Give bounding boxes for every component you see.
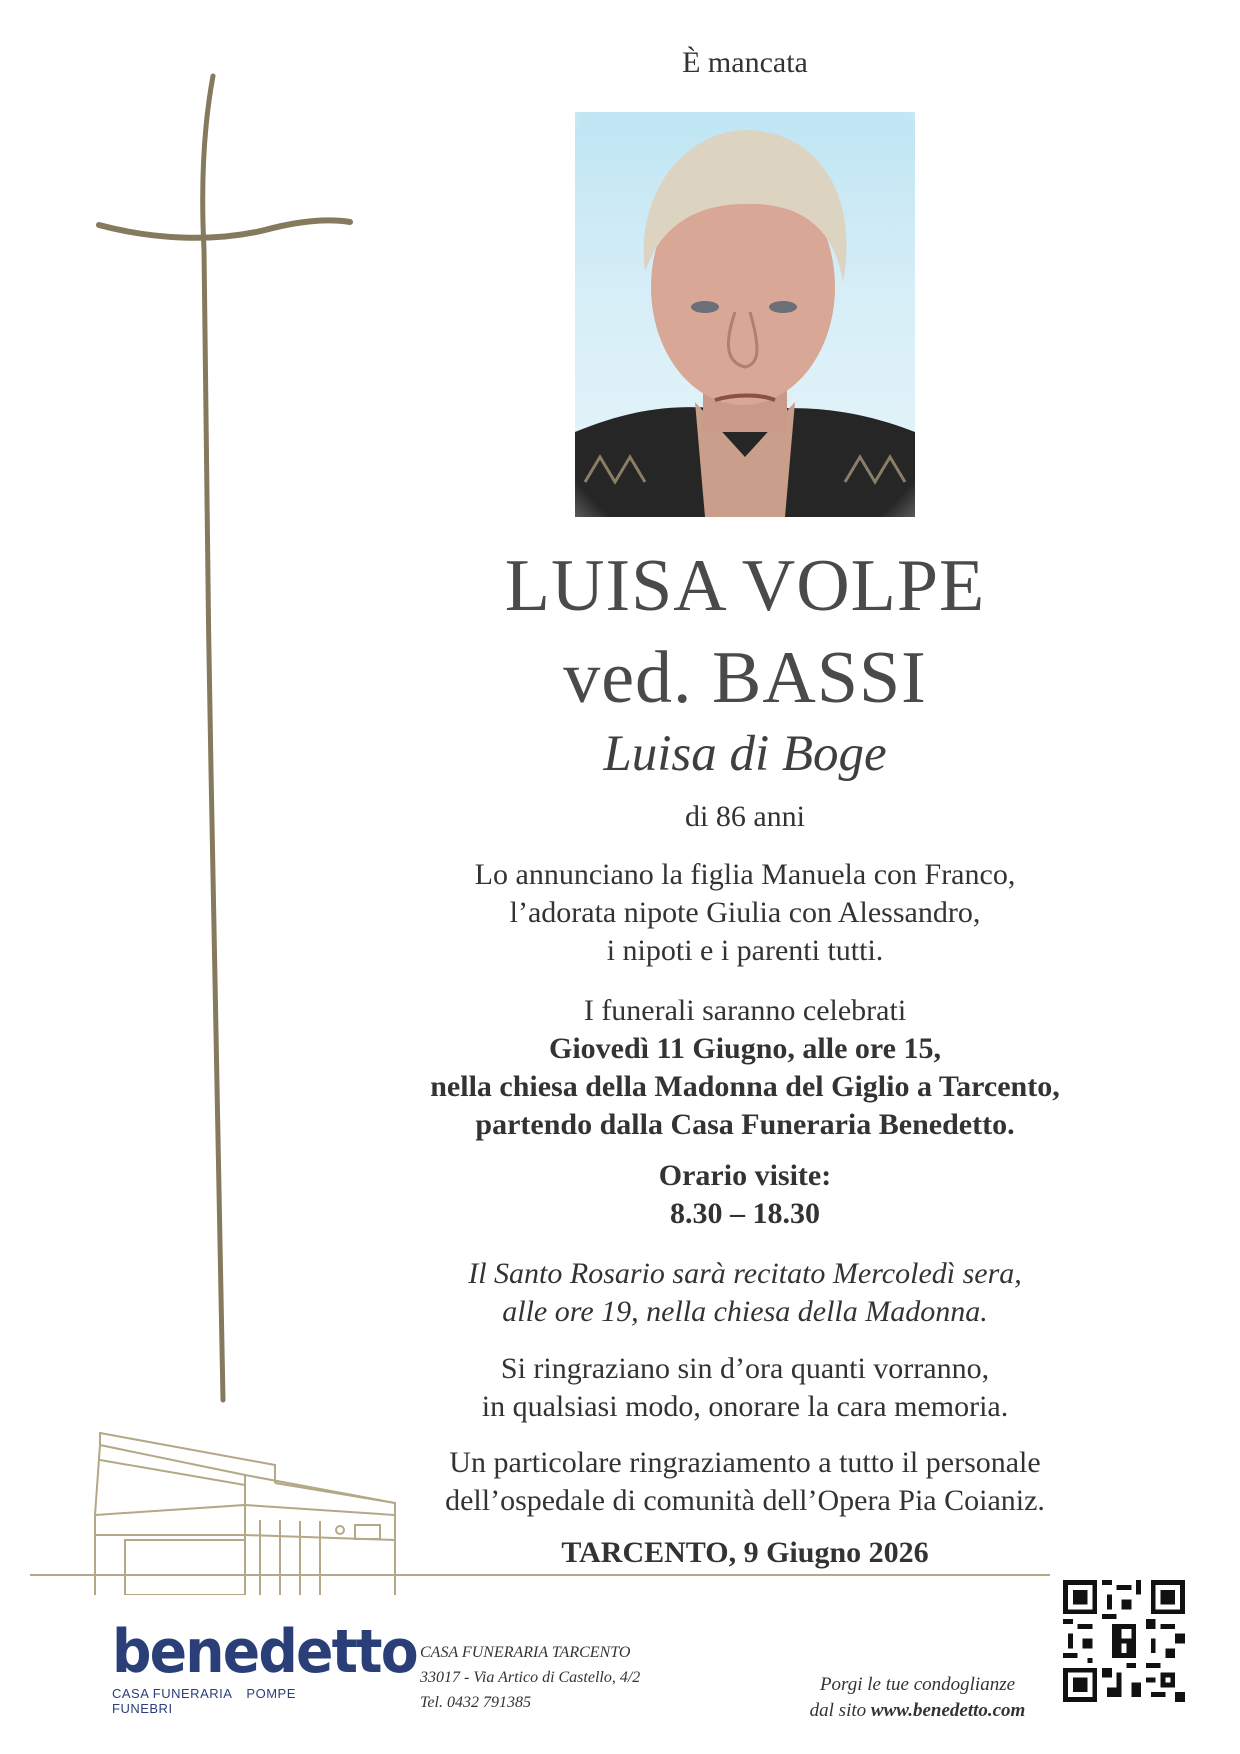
funeral-home-building-icon [30, 1425, 1050, 1595]
rosary-info [400, 1255, 1090, 1331]
portrait-photo [575, 112, 915, 517]
funeral-intro: I funerali saranno celebrati [583, 994, 907, 1027]
thanks-line: in qualsiasi modo, onorare la cara memoria. [481, 1390, 1009, 1423]
deceased-name [400, 540, 1090, 724]
special-thanks-line: Un particolare ringraziamento a tutto il personale [449, 1446, 1041, 1479]
benedetto-logo [112, 1617, 417, 1716]
name-line-1: LUISA VOLPE [504, 545, 986, 627]
rosary-line: Il Santo Rosario sarà recitato Mercoledì sera, [468, 1257, 1022, 1290]
name-line-2: ved. BASSI [563, 637, 927, 719]
condolences-prefix: dal sito [809, 1700, 867, 1721]
address-line: Tel. 0432 791385 [420, 1694, 531, 1711]
logo-tagline-1: CASA FUNERARIA [112, 1686, 233, 1701]
logo-name: benedetto [112, 1617, 417, 1687]
website-link[interactable]: www.benedetto.com [870, 1700, 1026, 1721]
logo-tagline-2: POMPE FUNEBRI [112, 1686, 296, 1716]
special-thanks-line: dell’ospedale di comunità dell’Opera Pia Coianiz. [445, 1484, 1045, 1517]
thanks-text [400, 1350, 1090, 1426]
address-line: CASA FUNERARIA TARCENTO [420, 1644, 631, 1661]
condolences-text [790, 1672, 1045, 1724]
announcement-line: Lo annunciano la figlia Manuela con Franco, [474, 858, 1016, 891]
intro-text: È mancata [682, 46, 808, 79]
funeral-detail: nella chiesa della Madonna del Giglio a Tarcento, [430, 1070, 1060, 1103]
announcement-line: i nipoti e i parenti tutti. [606, 934, 884, 967]
thanks-line: Si ringraziano sin d’ora quanti vorranno, [500, 1352, 990, 1385]
visiting-hours-label: Orario visite: [658, 1159, 832, 1192]
address-block [420, 1640, 640, 1715]
nickname: Luisa di Boge [603, 726, 887, 782]
logo-tagline [112, 1686, 372, 1716]
visiting-hours-value: 8.30 – 18.30 [670, 1197, 820, 1230]
condolences-line [790, 1698, 1045, 1724]
visiting-hours [400, 1157, 1090, 1233]
funeral-detail: Giovedì 11 Giugno, alle ore 15, [549, 1032, 941, 1065]
qr-code-icon[interactable] [1063, 1580, 1185, 1702]
place-date: TARCENTO, 9 Giugno 2026 [561, 1536, 929, 1569]
announcement-line: l’adorata nipote Giulia con Alessandro, [509, 896, 981, 929]
announcement [400, 856, 1090, 970]
cross-icon [95, 70, 355, 1410]
rosary-line: alle ore 19, nella chiesa della Madonna. [502, 1295, 988, 1328]
condolences-line: Porgi le tue condoglianze [819, 1674, 1016, 1695]
age-text: di 86 anni [685, 800, 805, 833]
address-line: 33017 - Via Artico di Castello, 4/2 [420, 1669, 641, 1686]
funeral-detail: partendo dalla Casa Funeraria Benedetto. [475, 1108, 1015, 1141]
funeral-info [400, 992, 1090, 1144]
